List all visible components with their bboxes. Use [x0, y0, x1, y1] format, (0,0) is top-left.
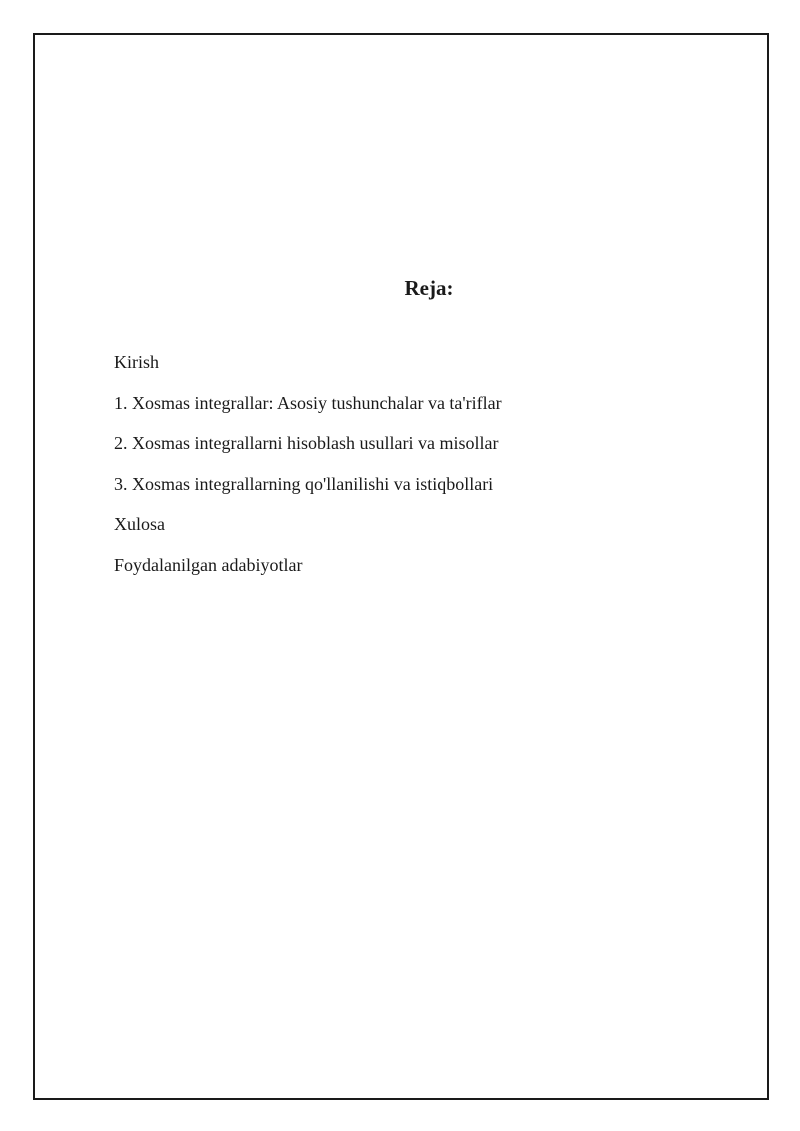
toc-item-chapter-3: 3. Xosmas integrallarning qo'llanilishi va istiqbollari [114, 473, 494, 494]
page-title: Reja: [404, 276, 454, 300]
toc-item-introduction: Kirish [114, 352, 159, 372]
toc-item-conclusion: Xulosa [114, 514, 165, 534]
table-of-contents [114, 351, 502, 594]
toc-item-chapter-1: 1. Xosmas integrallar: Asosiy tushunchalar va ta'riflar [114, 392, 502, 413]
toc-item-chapter-2: 2. Xosmas integrallarni hisoblash usullari va misollar [114, 433, 499, 453]
toc-item-references: Foydalanilgan adabiyotlar [114, 554, 303, 575]
